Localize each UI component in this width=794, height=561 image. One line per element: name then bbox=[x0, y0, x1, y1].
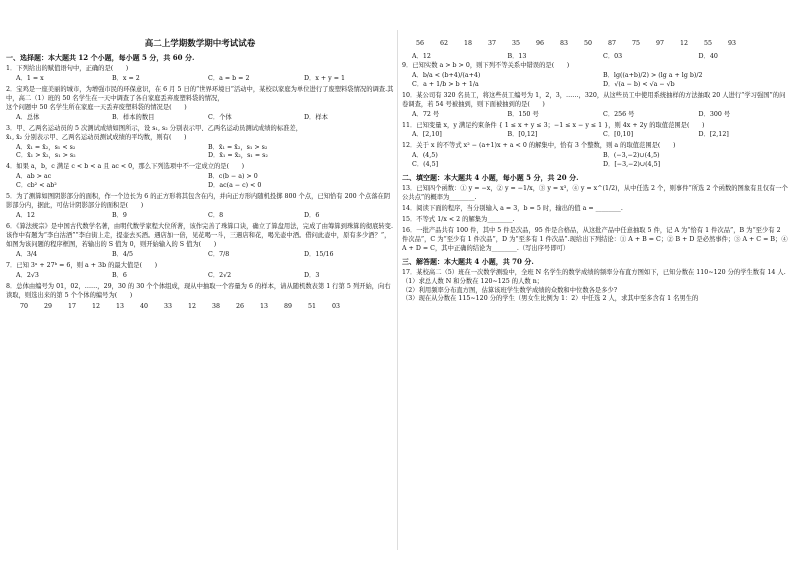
option-a: A．(4,5) bbox=[412, 152, 438, 160]
question-9 bbox=[402, 62, 788, 90]
option-d: D．ac(a − c) < 0 bbox=[208, 182, 262, 190]
random-number: 37 bbox=[488, 40, 497, 47]
random-number: 12 bbox=[92, 302, 101, 310]
random-number: 89 bbox=[284, 302, 293, 310]
question-8 bbox=[6, 283, 394, 312]
question-7-stem: 7．已知 3ᵃ + 27ᵇ = 6，则 a + 3b 的最大值是( ) bbox=[6, 261, 158, 269]
option-a: A．x̄₁ = x̄₂，s₁ < s₂ bbox=[16, 143, 76, 151]
option-a: A．b/a < (b+4)/(a+4) bbox=[412, 71, 481, 79]
question-11-options bbox=[412, 131, 788, 140]
option-c: C．a = b = 2 bbox=[208, 74, 250, 82]
option-a: A．[2,10] bbox=[412, 131, 442, 139]
random-number: 13 bbox=[260, 302, 269, 310]
question-3-line: 3．甲、乙两名运动员的 5 次测试成绩如图所示，设 s₁, s₂ 分别表示甲、乙两名运动员测试成绩的标准差， bbox=[6, 124, 303, 132]
option-b: B．150 号 bbox=[507, 110, 539, 118]
random-number: 35 bbox=[512, 40, 521, 47]
option-b: B．[0,12] bbox=[507, 131, 538, 139]
option-c: C．03 bbox=[603, 52, 623, 60]
question-10 bbox=[402, 92, 788, 120]
right-column bbox=[402, 0, 788, 561]
random-number: 75 bbox=[632, 40, 641, 47]
question-3 bbox=[6, 125, 394, 162]
exam-title: 高二上学期数学期中考试试卷 bbox=[144, 39, 256, 49]
option-a: A．3/4 bbox=[16, 250, 37, 258]
question-2-options bbox=[16, 114, 394, 123]
random-number: 29 bbox=[44, 302, 53, 310]
random-number-row-2 bbox=[416, 40, 788, 49]
question-5-options bbox=[16, 212, 394, 221]
question-12-stem: 12．关于 x 的不等式 x² − (a+1)x + a < 0 的解集中，恰有 3 个整数，则 a 的取值范围是( ) bbox=[402, 142, 676, 150]
random-number: 12 bbox=[188, 302, 197, 310]
question-8-line: 8．总体由编号为 01，02，……，29，30 的 30 个个体组成，现从中抽取一个容量为 6 的样本，请从随机数表第 1 行第 5 列开始，向右读取，则选出来的第 5 个个体的编号为( ) bbox=[6, 282, 391, 299]
section-3-heading: 三、解答题：本大题共 4 小题，共 70 分. bbox=[402, 256, 534, 266]
option-b: B．x = 2 bbox=[112, 74, 140, 82]
section-1-heading: 一、选择题：本大题共 12 个小题，每小题 5 分，共 60 分. bbox=[6, 53, 195, 63]
question-7-options bbox=[16, 272, 394, 281]
question-7 bbox=[6, 262, 394, 281]
question-16-text: 16．一批产品共有 100 件，其中 5 件是次品，95 件是合格品，从这批产品中任意抽取 5 件，记 A 为“恰有 1 件次品”，B 为“至少有 2 件次品”，C 为“至少有 1 件次品”，D 为“至多有 1 件次品”.现给出下列结论：① A + B = C；② B + D 是必然事件；③ A + C = B；④ A + D = C，其中正确的结论为________.（写出序号即可） bbox=[402, 226, 788, 252]
random-number: 40 bbox=[140, 302, 149, 310]
question-16 bbox=[402, 227, 788, 254]
option-a: A．1 = x bbox=[16, 74, 44, 82]
option-d: D．3 bbox=[304, 271, 320, 279]
question-3-options bbox=[16, 144, 394, 162]
question-14 bbox=[402, 205, 788, 214]
option-b: B．4/5 bbox=[112, 250, 134, 258]
question-14-text: 14．阅读下面的程序，当分别输入 a = 3，b = 5 时，输出的值 a = ________. bbox=[402, 205, 623, 212]
random-number: 17 bbox=[68, 302, 77, 310]
question-13-text: 13．已知四个函数：① y = −x，② y = −1/x，③ y = x³，④ y = x^(1/2)，从中任选 2 个，则事件“所选 2 个函数的图象有且仅有一个公共点”的概率为________. bbox=[402, 185, 788, 202]
option-a: A．12 bbox=[412, 52, 431, 60]
question-10-options bbox=[412, 111, 788, 120]
random-number: 12 bbox=[680, 40, 689, 47]
option-d: D．[−3,−2)∪(4,5] bbox=[603, 161, 661, 169]
random-number: 55 bbox=[704, 40, 713, 47]
random-number: 93 bbox=[728, 40, 737, 47]
random-number: 96 bbox=[536, 40, 545, 47]
random-number: 18 bbox=[464, 40, 473, 47]
option-c: C．x̄₁ > x̄₂，s₁ > s₂ bbox=[16, 152, 76, 160]
option-d: D．6 bbox=[304, 212, 320, 220]
question-5 bbox=[6, 193, 394, 221]
question-2 bbox=[6, 86, 394, 123]
question-11 bbox=[402, 122, 788, 141]
option-c: C．个体 bbox=[208, 113, 232, 121]
option-a: A．总体 bbox=[16, 113, 40, 121]
question-17-part-3: （3）现在从分数在 115~120 分的学生（男女生比例为 1：2）中任选 2 人，求其中至多含有 1 名男生的 bbox=[402, 295, 699, 303]
random-number-row-1 bbox=[20, 303, 394, 312]
random-number: 13 bbox=[116, 302, 125, 310]
question-12 bbox=[402, 142, 788, 170]
option-b: B．9 bbox=[112, 212, 127, 220]
option-c: C．a + 1/b > b + 1/a bbox=[412, 80, 479, 88]
random-number: 97 bbox=[656, 40, 665, 47]
option-c: C．cb² < ab² bbox=[16, 182, 57, 190]
option-c: C．[0,10] bbox=[603, 131, 634, 139]
question-15-text: 15．不等式 1/x < 2 的解集为________. bbox=[402, 215, 515, 223]
option-c: C．7/8 bbox=[208, 250, 230, 258]
random-number: 56 bbox=[416, 40, 425, 47]
random-number: 33 bbox=[164, 302, 173, 310]
question-3-line: x̄₁, x̄₂ 分别表示甲、乙两名运动员测试成绩的平均数，则有( ) bbox=[6, 133, 187, 141]
random-number: 51 bbox=[308, 302, 317, 310]
option-c: C．2√2 bbox=[208, 271, 232, 279]
question-12-options bbox=[412, 152, 788, 170]
option-d: D．√(a − b) < √a − √b bbox=[603, 80, 675, 88]
question-17 bbox=[402, 269, 788, 305]
question-4-stem: 4．如果 a，b，c 满足 c < b < a 且 ac < 0，那么下列选项中不一定成立的是( ) bbox=[6, 163, 245, 171]
option-d: D．x̄₁ = x̄₂，s₁ = s₂ bbox=[208, 152, 268, 160]
option-d: D．样本 bbox=[304, 113, 328, 121]
question-10-line: 10．某公司有 320 名员工，将这些员工编号为 1，2，3，……，320，从这些员工中使用系统抽样的方法抽取 20 人进行“学习强国”的问卷调查，若 54 号被抽到，则下面被抽到的是( ) bbox=[402, 91, 786, 108]
option-a: A．72 号 bbox=[412, 110, 440, 118]
question-4-options bbox=[16, 173, 394, 191]
random-number: 50 bbox=[584, 40, 593, 47]
random-number: 03 bbox=[332, 302, 341, 310]
question-15 bbox=[402, 216, 788, 225]
question-4 bbox=[6, 163, 394, 191]
option-c: C．(4,5] bbox=[412, 161, 439, 169]
question-8-options bbox=[412, 53, 788, 62]
question-1-stem: 1．下列给出的赋值语句中，正确的是( ) bbox=[6, 65, 129, 72]
question-17-part-1: （1）求总人数 N 和分数在 120~125 的人数 n； bbox=[402, 277, 544, 285]
option-b: B．6 bbox=[112, 271, 127, 279]
question-11-stem: 11．已知变量 x，y 满足约束条件 { 1 ≤ x + y ≤ 3；−1 ≤ x − y ≤ 1 }，则 4x + 2y 的取值范围是( ) bbox=[402, 121, 705, 129]
option-b: B．c(b − a) > 0 bbox=[208, 173, 258, 181]
option-d: D．15/16 bbox=[304, 250, 334, 258]
option-d: D．x + y = 1 bbox=[304, 74, 346, 82]
question-17-part-2: （2）利用频率分布直方图，估算该班学生数学成绩的众数和中位数各是多少? bbox=[402, 286, 618, 294]
random-number: 26 bbox=[236, 302, 245, 310]
option-a: A．ab > ac bbox=[16, 173, 52, 181]
option-a: A．12 bbox=[16, 212, 35, 220]
question-6 bbox=[6, 223, 394, 260]
random-number: 87 bbox=[608, 40, 617, 47]
question-5-line: 5．为了测算如图阴影部分的面积，作一个边长为 6 的正方形将其包含在内，并向正方形内随机投掷 800 个点，已知恰有 200 个点落在阴影部分内，据此，可估计阴影部分的面积是( ) bbox=[6, 193, 391, 210]
option-b: B．lg((a+b)/2) > (lg a + lg b)/2 bbox=[603, 71, 703, 79]
question-17-text: 17．某校高二（5）班在一次数学测验中，全班 N 名学生的数学成绩的频率分布直方图如下，已知分数在 110~120 分的学生数有 14 人. bbox=[402, 268, 786, 276]
question-1 bbox=[6, 65, 394, 84]
option-c: C．8 bbox=[208, 212, 224, 220]
random-number: 70 bbox=[20, 302, 29, 310]
option-d: D．300 号 bbox=[698, 110, 731, 118]
left-column bbox=[6, 0, 394, 561]
option-b: B．(−3,−2)∪(4,5) bbox=[603, 152, 660, 160]
option-d: D．40 bbox=[698, 52, 718, 60]
option-d: D．[2,12] bbox=[698, 131, 729, 139]
option-c: C．256 号 bbox=[603, 110, 635, 118]
question-6-options bbox=[16, 251, 394, 260]
column-divider bbox=[397, 30, 398, 550]
question-9-options bbox=[412, 72, 788, 90]
question-13 bbox=[402, 185, 788, 203]
option-b: B．样本的数目 bbox=[112, 113, 155, 121]
random-number: 38 bbox=[212, 302, 221, 310]
section-2-heading: 二、填空题：本大题共 4 小题，每小题 5 分，共 20 分. bbox=[402, 173, 579, 183]
question-2-line: 2．宝鸡是一座美丽的城市，为增强市民的环保意识，在 6 月 5 日的“世界环境日”活动中，某校以家庭为单位进行了废塑料袋情况的调查.其中，高二（1）班的 50 名学生在一天中调查了各自家庭丢弃废塑料袋的情况， bbox=[6, 85, 394, 102]
question-9-stem: 9．已知实数 a > b > 0，则下列不等关系中错误的是( ) bbox=[402, 61, 570, 69]
option-b: B．x̄₁ = x̄₂，s₁ > s₂ bbox=[208, 143, 268, 151]
question-6-line: 6．《算法统宗》是中国古代数学名著，由明代数学家程大位所著，该作完善了珠算口诀，确立了算盘用法，完成了由筹算到珠算的彻底转变.该作中有题为“李白沽酒”“李白街上走，提壶去买酒。遇店加一倍，见花喝一斗，三遇店和花，喝光壶中酒。借问此壶中，原有多少酒？”，如图为该问题的程序框图，若输出的 S 值为 0，则开始输入的 S 值为( ) bbox=[6, 223, 393, 248]
question-2-line: 这个问题中 50 名学生所在家庭一天丢弃废塑料袋的情况是( ) bbox=[6, 103, 187, 111]
option-a: A．2√3 bbox=[16, 271, 39, 279]
random-number: 62 bbox=[440, 40, 449, 47]
question-1-options bbox=[16, 75, 394, 84]
option-b: B．13 bbox=[507, 52, 527, 60]
random-number: 83 bbox=[560, 40, 569, 47]
